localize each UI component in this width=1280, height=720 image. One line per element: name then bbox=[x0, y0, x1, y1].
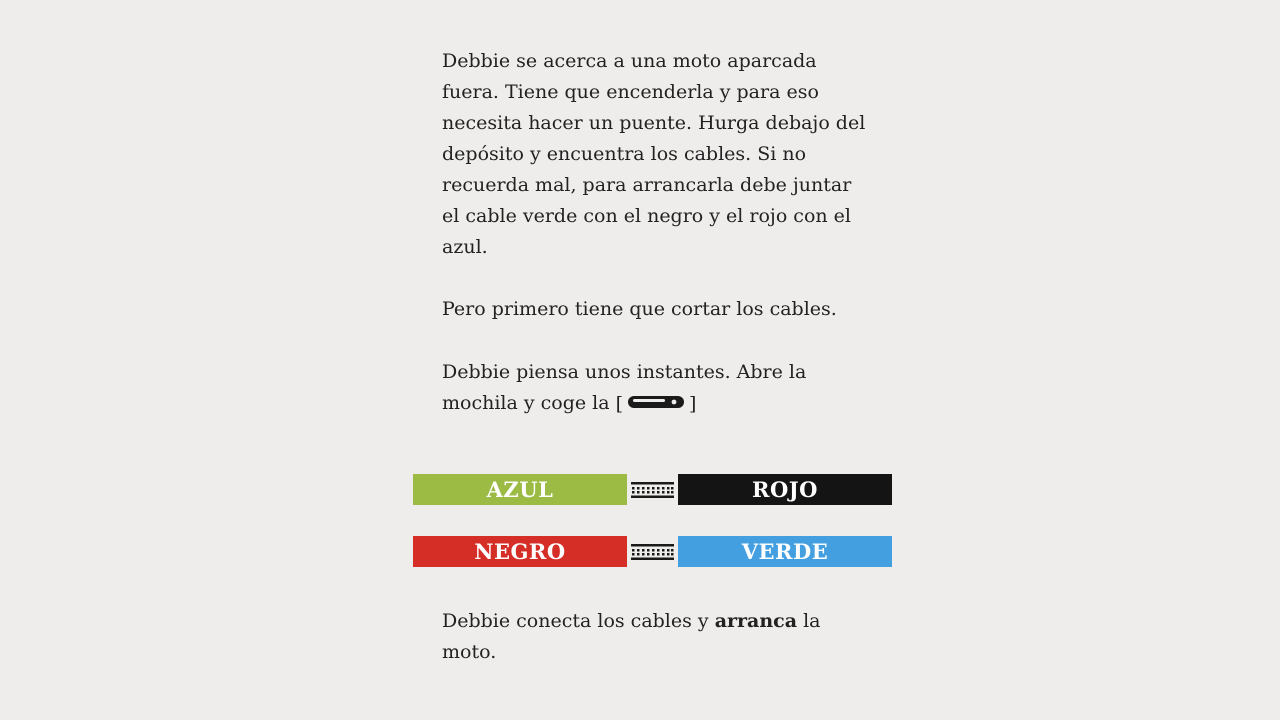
wire-label: VERDE bbox=[741, 539, 829, 564]
wire-label: ROJO bbox=[752, 477, 818, 502]
keyword-arranca[interactable]: arranca bbox=[714, 610, 798, 632]
bracket-close: ] bbox=[689, 392, 697, 415]
wire-pair-2 bbox=[413, 536, 892, 567]
wire-pair-1 bbox=[413, 474, 892, 505]
paragraph-suffix: la moto. bbox=[442, 610, 821, 663]
wire-rojo[interactable] bbox=[678, 474, 892, 505]
paragraph-text: Pero primero tiene que cortar los cables. bbox=[442, 298, 837, 320]
story-paragraph-4 bbox=[442, 606, 872, 668]
story-paragraph-2 bbox=[442, 294, 872, 325]
wire-verde[interactable] bbox=[678, 536, 892, 567]
story-paragraph-1 bbox=[442, 46, 872, 263]
paragraph-text: Debbie se acerca a una moto aparcada fuera. Tiene que encenderla y para eso necesita hacer un puente. Hurga debajo del depósito y encuentra los cables. Si no recuerda mal, para arrancarla debe juntar el cable verde con el negro y el rojo con el azul. bbox=[442, 50, 866, 258]
wire-connector-icon bbox=[631, 482, 674, 498]
paragraph-prefix: Debbie piensa unos instantes. Abre la mochila y coge la bbox=[442, 361, 807, 414]
paragraph-prefix: Debbie conecta los cables y bbox=[442, 610, 709, 632]
wire-negro[interactable] bbox=[413, 536, 627, 567]
story-paragraph-3 bbox=[442, 357, 872, 420]
wire-connector-icon bbox=[631, 544, 674, 560]
knife-icon bbox=[627, 395, 685, 409]
wire-label: AZUL bbox=[486, 477, 554, 502]
wire-azul[interactable] bbox=[413, 474, 627, 505]
paragraph-text bbox=[442, 357, 872, 420]
paragraph-text bbox=[442, 606, 872, 668]
item-slot[interactable] bbox=[616, 389, 697, 420]
bracket-open: [ bbox=[615, 392, 624, 415]
wire-label: NEGRO bbox=[474, 539, 566, 564]
